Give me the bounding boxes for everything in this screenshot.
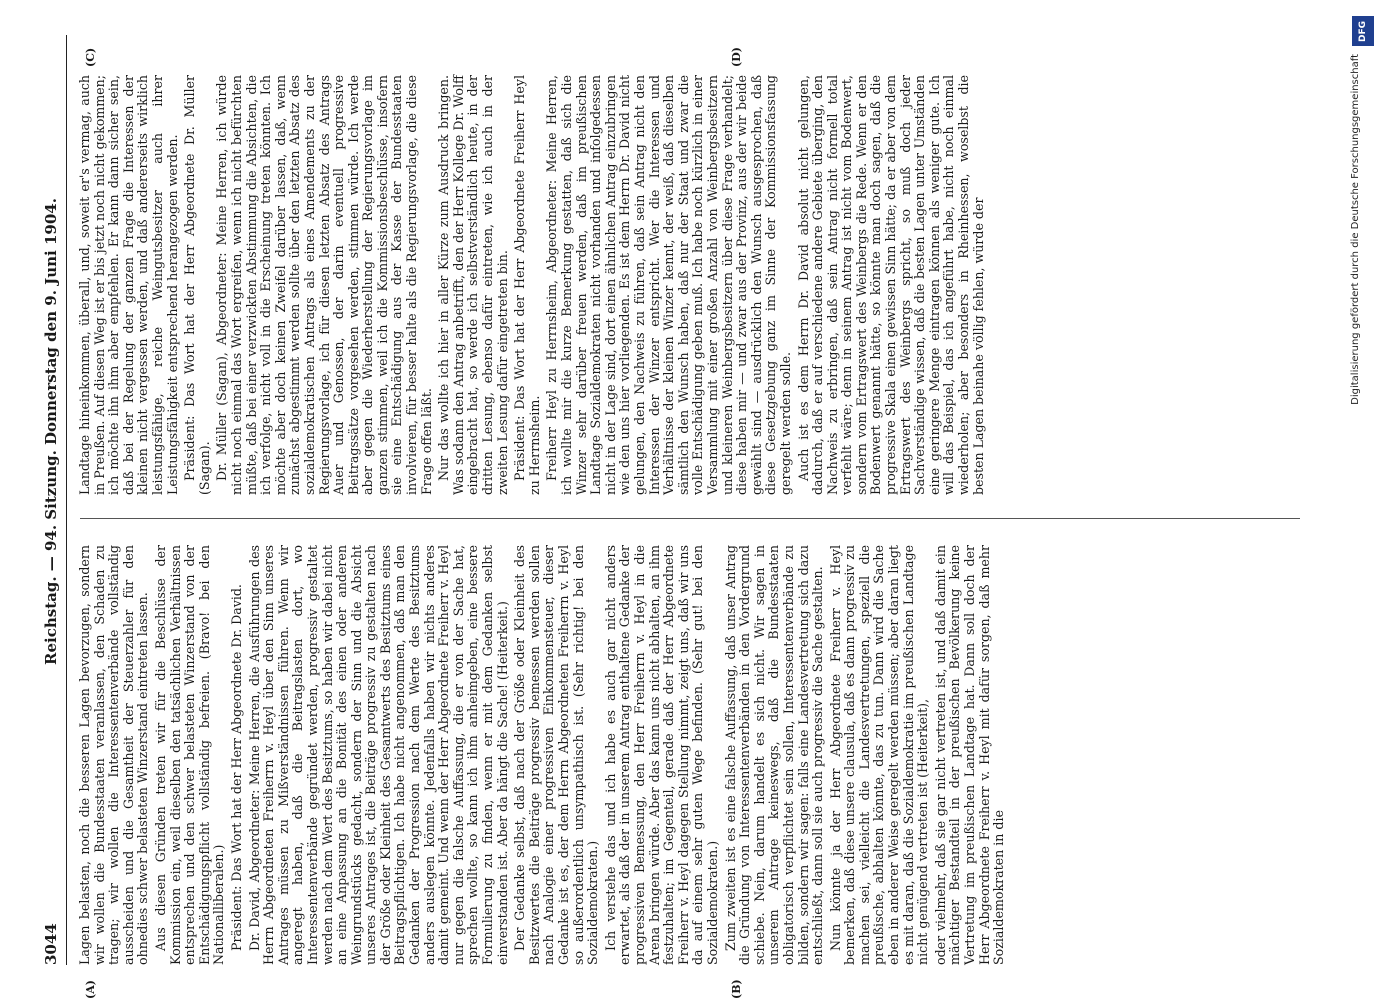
paragraph: Aus diesen Gründen treten wir für die Beschlüsse der Kommission ein, weil dieselben den tatsächlichen Verhältnissen entsprechen und den schwer belasteten Winzerstand von der Entschädigungspflicht vollständig befreien. (Bravo! bei den Nationalliberalen.) — [152, 545, 227, 965]
paragraph: Dr. Müller (Sagan), Abgeordneter: Meine Herren, ich würde nicht noch einmal das Wort ergreifen, wenn ich nicht befürchten müßte, daß bei einer verzwickten Abstimmung die Absichten, die ich verfolge, nicht voll in die Erscheinung treten könnten. Ich möchte aber doch keinen Zweifel darüber lassen, daß, wenn zunächst abgestimmt werden sollte über den letzten Absatz des sozialdemokratischen Antrags als eines Amendements zu der Regierungsvorlage, ich für diesen letzten Absatz des Antrags Auer und Genossen, der darin eventuell progressive Beitragssätze vorgesehen werden, stimmen würde. Ich werde aber gegen die Wiederherstellung der Regierungsvorlage im ganzen stimmen, weil ich die Kommissionsbeschlüsse, insofern sie eine Entschädigung aus der Kasse der Bundesstaaten involvieren, für besser halte als die Regierungsvorlage, die diese Frage offen läßt. — [214, 75, 434, 495]
paragraph: Lagen belasten, noch die besseren Lagen bevorzugen, sondern wir wollen die Bundesstaaten veranlassen, den Schaden zu tragen; wir wollen die Interessentenverbände vollständig ausscheiden und die Gesamtheit der Steuerzahler für den ohnedies schwer belasteten Winzerstand eintreten lassen. — [77, 545, 151, 965]
margin-marker-b: (B) — [730, 979, 743, 999]
paragraph: Ich verstehe das und ich habe es auch gar nicht anders erwartet, als daß der in unserem Antrag enthaltene Gedanke der progressiven Bemessung, den Herr Freiherrn v. Heyl in die Arena bringen würde. Aber das kann uns nicht abhalten, an ihm festzuhalten; im Gegenteil, gerade daß der Herr Abgeordnete Freiherr v. Heyl dagegen Stellung nimmt, zeigt uns, daß wir uns da auf einem sehr guten Wege befinden. (Sehr gut! bei den Sozialdemokraten.) — [602, 545, 720, 965]
paragraph: Präsident: Das Wort hat der Herr Abgeordnete Dr. David. — [228, 584, 244, 951]
paragraph: Der Gedanke selbst, daß nach der Größe oder Kleinheit des Besitzwertes die Beiträge progressiv bemessen werden sollen nach Analogie einer progressiven Einkommensteuer, dieser Gedanke ist es, der dem Herrn Abgeordneten Freiherrn v. Heyl so außerordentlich unsympathisch ist. (Sehr richtig! bei den Sozialdemokraten.) — [512, 545, 601, 965]
column-divider — [80, 518, 1300, 519]
paragraph: oder vielmehr, daß sie gar nicht vertreten ist, und daß damit ein mächtiger Bestandteil in der preußischen Bevölkerung keine Vertretung im preußischen Landtage hat. Dann soll doch der Herr Abgeordnete Freiherr v. Heyl mit dafür sorgen, daß mehr Sozialdemokraten in die — [932, 545, 1007, 965]
dfg-logo-icon: DFG — [1352, 16, 1374, 46]
paragraph: Dr. David, Abgeordneter: Meine Herren, die Ausführungen des Herrn Abgeordneten Freiherrn v. Heyl über den Sinn unseres Antrages müssen zu Mißverständnissen führen. Wenn wir angeregt haben, daß die Beitragslasten dort, wo Interessentenverbände gegründet werden, progressiv gestaltet werden nach dem Wert des Besitztums, so haben wir dabei nicht an eine Anpassung an die Bonität des einen oder anderen Weingrundstücks gedacht, sondern der Sinn und die Absicht unseres Antrages ist, die Beiträge progressiv zu gestalten nach der Größe oder Kleinheit des Gesamtwerts des Besitztums eines Beitragspflichtigen. Ich habe nicht angenommen, daß man den Gedanken der Progression nach dem Werte des Besitztums anders auslegen könnte. Jedenfalls haben wir nichts anderes damit gemeint. Und wenn der Herr Abgeordnete Freiherr v. Heyl nur gegen die falsche Auffassung, die er von der Sache hat, sprechen wollte, so kann ich ihm anheimgeben, eine bessere Formulierung zu finden, wenn er mit dem Gedanken selbst einverstanden ist. Aber da hängt die Sache! (Heiterkeit.) — [246, 545, 510, 965]
page-header — [40, 35, 67, 965]
margin-marker-d: (D) — [730, 47, 743, 67]
paragraph: Nun könnte ja der Herr Abgeordnete Freiherr v. Heyl bemerken, daß diese unsere clausula, daß es dann progressiv zu machen sei, vielleicht die Landesvertretungen, speziell die preußische, abhalten könnte, das zu tun. Dann wird die Sache eben in anderer Weise geregelt werden müssen; aber daran liegt es mit daran, daß die Sozialdemokratie im preußischen Landtage nicht genügend vertreten ist (Heiterkeit), — [827, 545, 931, 965]
page-number: 3044 — [42, 923, 60, 965]
margin-marker-a: (A) — [84, 980, 97, 999]
paragraph: Freiherr Heyl zu Herrnsheim, Abgeordneter: Meine Herren, ich wollte mir die kurze Bemerkung gestatten, daß sich die Winzer sehr darüber freuen werden, daß im preußischen Landtage Sozialdemokraten nicht vorhanden und infolgedessen nicht in der Lage sind, dort einen ähnlichen Antrag einzubringen wie den uns hier vorliegenden. Es ist dem Herrn Dr. David nicht gelungen, den Nachweis zu führen, daß sein Antrag nicht den Interessen der Winzer entspricht. Wer die Interessen und Verhältnisse der kleinen Winzer kennt, der weiß, daß dieselben sämtlich den Wunsch haben, daß nur der Staat und zwar die volle Entschädigung geben muß. Ich habe noch kürzlich in einer Versammlung mit einer großen Anzahl von Weinbergsbesitzern und kleineren Weinbergsbesitzern über diese Frage verhandelt; diese haben mir — und zwar aus der Provinz, aus der wir beide gewählt sind — ausdrücklich den Wunsch ausgesprochen, daß diese Gesetzgebung ganz im Sinne der Kommissionsfassung geregelt werden solle. — [544, 75, 793, 495]
digitization-sidebar — [1346, 8, 1380, 998]
page-title: Reichstag. — 94. Sitzung. Donnerstag den 9. Juni 1904. — [42, 198, 60, 665]
paragraph: Zum zweiten ist es eine falsche Auffassung, daß unser Antrag die Gründung von Interessentenverbänden in den Vordergrund schiebe. Nein, darum handelt es sich nicht. Wir sagen in unserem Antrage keineswegs, daß die Bundesstaaten obligatorisch verpflichtet sein sollen, Interessentenverbände zu bilden, sondern wir sagen: falls eine Landesvertretung sich dazu entschließt, dann soll sie auch progressiv die Sache gestalten. — [722, 545, 826, 965]
rotated-page-content — [40, 35, 1340, 999]
paragraph: Landtage hineinkommen, überall, und, soweit er's vermag, auch in Preußen. Auf diesen Weg ist er bis jetzt noch nicht gekommen; ich möchte ihn ihm aber empfehlen. Er kann dann sicher sein, daß bei der Regelung der ganzen Frage die Interessen der kleinen nicht vergessen werden, und daß andererseits wirklich leistungsfähige, reiche Weingutsbesitzer auch ihrer Leistungsfähigkeit entsprechend herangezogen werden. — [77, 75, 180, 495]
paragraph: Präsident: Das Wort hat der Herr Abgeordnete Freiherr Heyl zu Herrnsheim. — [512, 75, 542, 495]
text-column-left — [78, 545, 1010, 965]
text-column-right — [78, 75, 989, 495]
paragraph: Nur das wollte ich hier in aller Kürze zum Ausdruck bringen. Was sodann den Antrag anbetrifft, den der Herr Kollege Dr. Wolff eingebracht hat, so werde ich selbstverständlich heute, in der dritten Lesung, ebenso dafür eintreten, wie ich auch in der zweiten Lesung dafür eingetreten bin. — [436, 75, 510, 495]
paragraph: Präsident: Das Wort hat der Herr Abgeordnete Dr. Müller (Sagan). — [182, 75, 212, 495]
margin-marker-c: (C) — [84, 47, 97, 67]
paragraph: Auch ist es dem Herrn Dr. David absolut nicht gelungen, dadurch, daß er auf verschiedene andere Gebiete überging, den Nachweis zu erbringen, daß sein Antrag nicht formell total verfehlt wäre; denn in seinem Antrag ist nicht vom Bodenwert, sondern vom Ertragswert des Weinbergs die Rede. Wenn er den Bodenwert genannt hätte, so könnte man doch sagen, daß die progressive Skala einen gewissen Sinn hätte; da er aber von dem Ertragswert des Weinbergs spricht, so muß doch jeder Sachverständige wissen, daß die besten Lagen unter Umständen eine geringere Menge eintragen können als weniger gute. Ich will das Beispiel, das ich angeführt habe, nicht noch einmal wiederholen; aber besonders in Rheinhessen, woselbst die besten Lagen beinahe völlig fehlen, würde der — [795, 75, 986, 495]
digitization-credit: Digitalisierung gefördert durch die Deutsche Forschungsgemeinschaft — [1350, 54, 1361, 405]
